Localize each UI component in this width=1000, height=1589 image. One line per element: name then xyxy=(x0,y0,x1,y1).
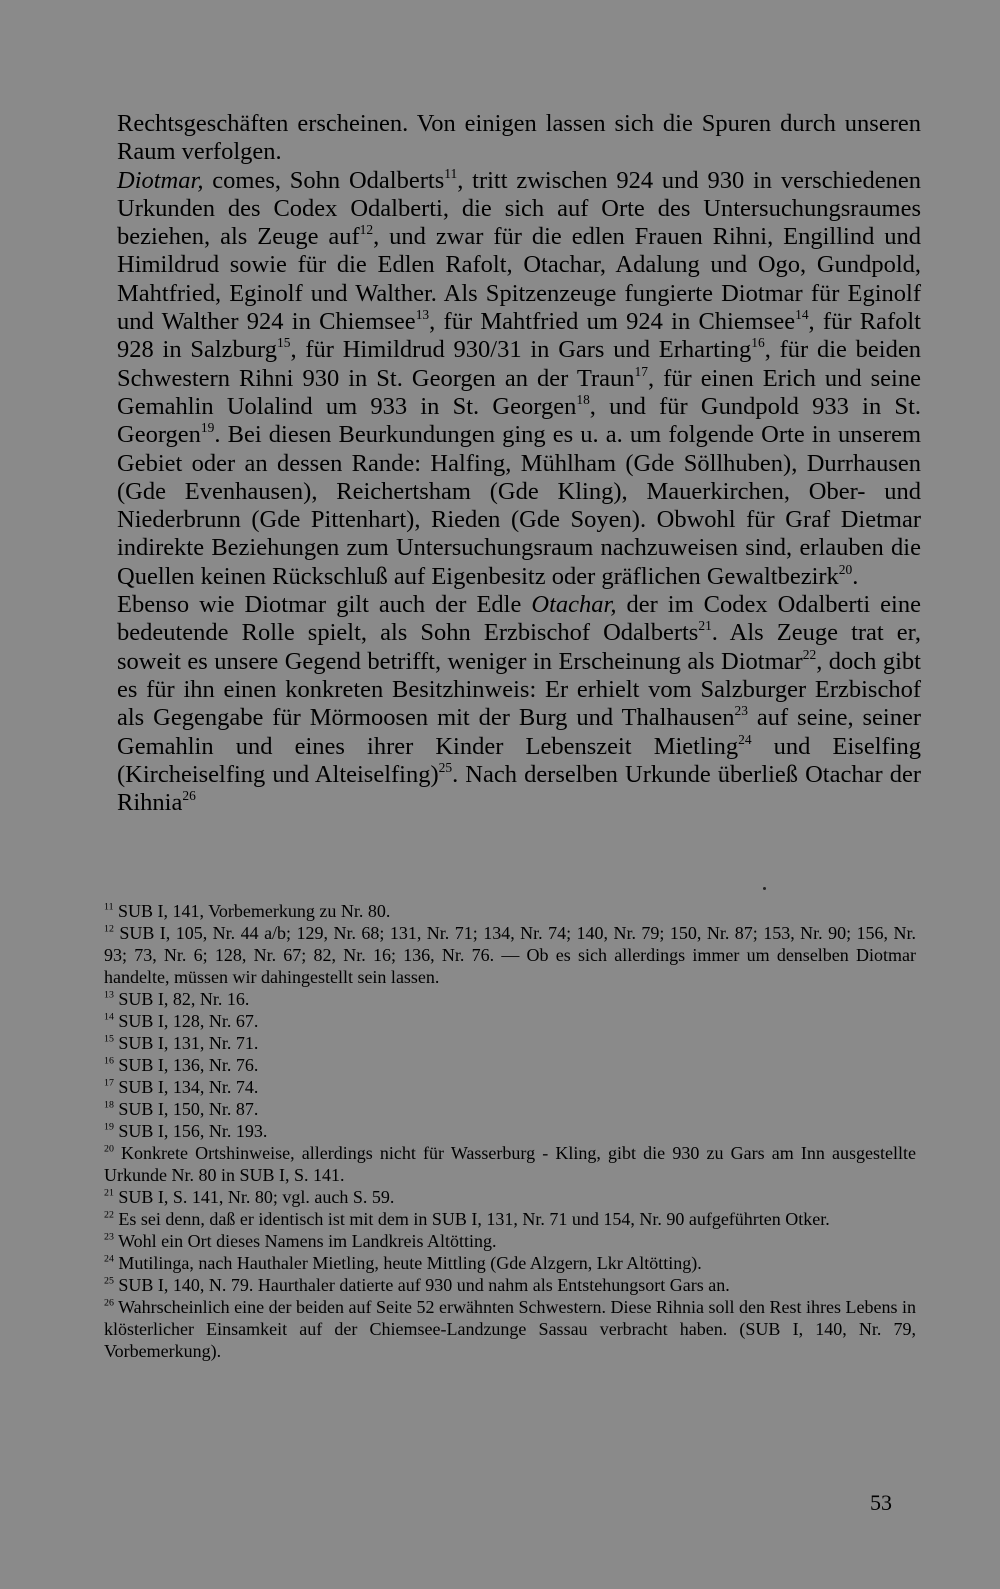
footnote-text: SUB I, 82, Nr. 16. xyxy=(118,989,250,1009)
footnote-number: 23 xyxy=(104,1231,114,1243)
footnote-text: SUB I, 131, Nr. 71. xyxy=(118,1033,259,1053)
text-run: , tritt zwischen 924 und 930 in verschiedenen Urkunden des Codex Odalberti, die sich auf Orte des Untersuchungsraumes beziehen, als Zeuge auf xyxy=(117,166,921,251)
footnote-ref: 15 xyxy=(277,335,291,351)
footnote xyxy=(104,900,916,922)
text-run: comes, Sohn Odalberts xyxy=(203,166,445,194)
text-run: , für Himildrud 930/31 in Gars und Erharting xyxy=(290,336,752,364)
footnote xyxy=(104,1054,916,1076)
paragraph-2 xyxy=(117,167,921,591)
paragraph-1: Rechtsgeschäften erscheinen. Von einigen lassen sich die Spuren durch unseren Raum verfolgen. xyxy=(117,110,921,166)
footnote-number: 16 xyxy=(104,1055,114,1067)
footnote-text: SUB I, 105, Nr. 44 a/b; 129, Nr. 68; 131, Nr. 71; 134, Nr. 74; 140, Nr. 79; 150, Nr. 87; 153, Nr. 90; 156, Nr. 93; 73, Nr. 6; 128, Nr. 67; 82, Nr. 16; 136, Nr. 76. — Ob es sich allerdings immer um denselben Diotmar handelte, müssen wir dahingestellt sein lassen. xyxy=(104,923,916,987)
footnote-ref: 11 xyxy=(444,165,458,181)
text-run: , und für Gundpold 933 in St. Georgen xyxy=(117,392,921,449)
footnote-text: Mutilinga, nach Hauthaler Mietling, heute Mittling (Gde Alzgern, Lkr Altötting). xyxy=(118,1253,702,1273)
footnote xyxy=(104,1296,916,1362)
footnote-text: Konkrete Ortshinweise, allerdings nicht für Wasserburg - Kling, gibt die 930 zu Gars am Inn ausgestellte Urkunde Nr. 80 in SUB I, S. 141. xyxy=(104,1143,916,1185)
text-run: , doch gibt es für ihn einen konkreten Besitzhinweis: Er erhielt vom Salzburger Erzbischof als Gegengabe für Mörmoosen mit der Burg und Thalhausen xyxy=(117,647,921,732)
footnote xyxy=(104,1142,916,1186)
footnote-ref: 16 xyxy=(751,335,765,351)
footnote-number: 21 xyxy=(104,1187,114,1199)
footnote-ref: 26 xyxy=(182,788,196,804)
footnote-ref: 24 xyxy=(738,731,752,747)
footnote-text: SUB I, 136, Nr. 76. xyxy=(118,1055,259,1075)
text-run: , für einen Erich und seine Gemahlin Uolalind um 933 in St. Georgen xyxy=(117,364,921,420)
text-run: , für Rafolt 928 in Salzburg xyxy=(117,308,921,364)
print-speck xyxy=(763,887,766,890)
footnote xyxy=(104,1098,916,1120)
text-run: auf seine, seiner Gemahlin und eines ihrer Kinder Lebenszeit Mietling xyxy=(117,704,921,760)
footnote-ref: 22 xyxy=(802,646,817,662)
text-run: . xyxy=(852,562,859,590)
footnote-ref: 12 xyxy=(359,222,374,238)
footnote-ref: 25 xyxy=(438,759,453,775)
text-run: , für die beiden Schwestern Rihni 930 in St. Georgen an der Traun xyxy=(117,336,921,392)
footnote xyxy=(104,1230,916,1252)
footnote-ref: 19 xyxy=(200,420,215,436)
footnote-number: 19 xyxy=(104,1121,114,1133)
footnote xyxy=(104,988,916,1010)
footnote-ref: 21 xyxy=(698,618,712,634)
footnote xyxy=(104,1186,916,1208)
footnote-ref: 14 xyxy=(795,306,809,322)
footnote xyxy=(104,1274,916,1296)
footnote-number: 26 xyxy=(104,1297,114,1309)
footnote-text: SUB I, 150, Nr. 87. xyxy=(118,1099,259,1119)
text-run: der im Codex Odalberti eine bedeutende Rolle spielt, als Sohn Erzbischof Odalberts xyxy=(117,591,921,647)
footnote-text: SUB I, 156, Nr. 193. xyxy=(118,1121,268,1141)
footnote-number: 18 xyxy=(104,1099,114,1111)
text-run: . Als Zeuge trat er, soweit es unsere Gegend betrifft, weniger in Erscheinung als Diotmar xyxy=(117,619,921,675)
footnote-ref: 18 xyxy=(576,391,590,407)
footnote-ref: 23 xyxy=(734,703,748,719)
text-run: , für Mahtfried um 924 in Chiemsee xyxy=(429,308,796,336)
text-run: , und zwar für die edlen Frauen Rihni, Engillind und Himildrud sowie für die Edlen Rafolt, Otachar, Adalung und Ogo, Gundpold, Mahtfried, Eginolf und Walther. Als Spitzenzeuge fungierte Diotmar für Eginolf und Walther 924 in Chiemsee xyxy=(117,223,921,336)
footnote-text: Es sei denn, daß er identisch ist mit dem in SUB I, 131, Nr. 71 und 154, Nr. 90 aufgeführten Otker. xyxy=(118,1209,830,1229)
footnote xyxy=(104,1120,916,1142)
footnote-text: Wahrscheinlich eine der beiden auf Seite 52 erwähnten Schwestern. Diese Rihnia soll den Rest ihres Lebens in klösterlicher Einsamkeit auf der Chiemsee-Landzunge Sassau verbracht haben. (SUB I, 140, Nr. 79, Vorbemerkung). xyxy=(104,1297,916,1361)
footnote-number: 13 xyxy=(104,989,114,1001)
footnote-number: 20 xyxy=(104,1143,114,1155)
footnote-number: 24 xyxy=(104,1253,114,1265)
footnote xyxy=(104,1010,916,1032)
text-run: . Nach derselben Urkunde überließ Otachar der Rihnia xyxy=(117,760,921,817)
footnote-number: 12 xyxy=(104,923,114,935)
main-text xyxy=(117,110,921,817)
text-run: und Eiselfing (Kircheiselfing und Alteiselfing) xyxy=(117,732,921,788)
footnote-text: SUB I, 141, Vorbemerkung zu Nr. 80. xyxy=(118,901,391,921)
footnote-text: SUB I, 140, N. 79. Haurthaler datierte auf 930 und nahm als Entstehungsort Gars an. xyxy=(118,1275,730,1295)
text-run: . Bei diesen Beurkundungen ging es u. a. um folgende Orte in unserem Gebiet oder an dessen Rande: Halfing, Mühlham (Gde Söllhuben), Durrhausen (Gde Evenhausen), Reichertsham (Gde Kling), Mauerkirchen, Ober- und Niederbrunn (Gde Pittenhart), Rieden (Gde Soyen). Obwohl für Graf Dietmar indirekte Beziehungen zum Untersuchungsraum nachzuweisen sind, erlauben die Quellen keinen Rückschluß auf Eigenbesitz oder gräflichen Gewaltbezirk xyxy=(117,421,921,590)
footnote-text: Wohl ein Ort dieses Namens im Landkreis Altötting. xyxy=(118,1231,497,1251)
footnote xyxy=(104,1076,916,1098)
name-otachar: Otachar, xyxy=(531,591,617,619)
footnote-text: SUB I, 128, Nr. 67. xyxy=(118,1011,259,1031)
footnote-text: SUB I, S. 141, Nr. 80; vgl. auch S. 59. xyxy=(118,1187,395,1207)
footnote-ref: 17 xyxy=(634,363,648,379)
footnote xyxy=(104,1208,916,1230)
footnote-number: 15 xyxy=(104,1033,114,1045)
name-diotmar: Diotmar, xyxy=(117,166,204,194)
footnote-number: 22 xyxy=(104,1209,114,1221)
footnote-text: SUB I, 134, Nr. 74. xyxy=(118,1077,259,1097)
footnote-ref: 13 xyxy=(415,306,430,322)
text-run: Ebenso wie Diotmar gilt auch der Edle xyxy=(117,591,532,619)
footnotes xyxy=(104,900,916,1362)
footnote-number: 14 xyxy=(104,1011,114,1023)
footnote-ref: 20 xyxy=(838,561,853,577)
footnote-number: 25 xyxy=(104,1275,114,1287)
footnote xyxy=(104,1252,916,1274)
paragraph-3 xyxy=(117,591,921,817)
footnote-number: 17 xyxy=(104,1077,114,1089)
footnote xyxy=(104,1032,916,1054)
footnote xyxy=(104,922,916,988)
page-number: 53 xyxy=(870,1490,892,1515)
footnote-number: 11 xyxy=(104,901,114,913)
